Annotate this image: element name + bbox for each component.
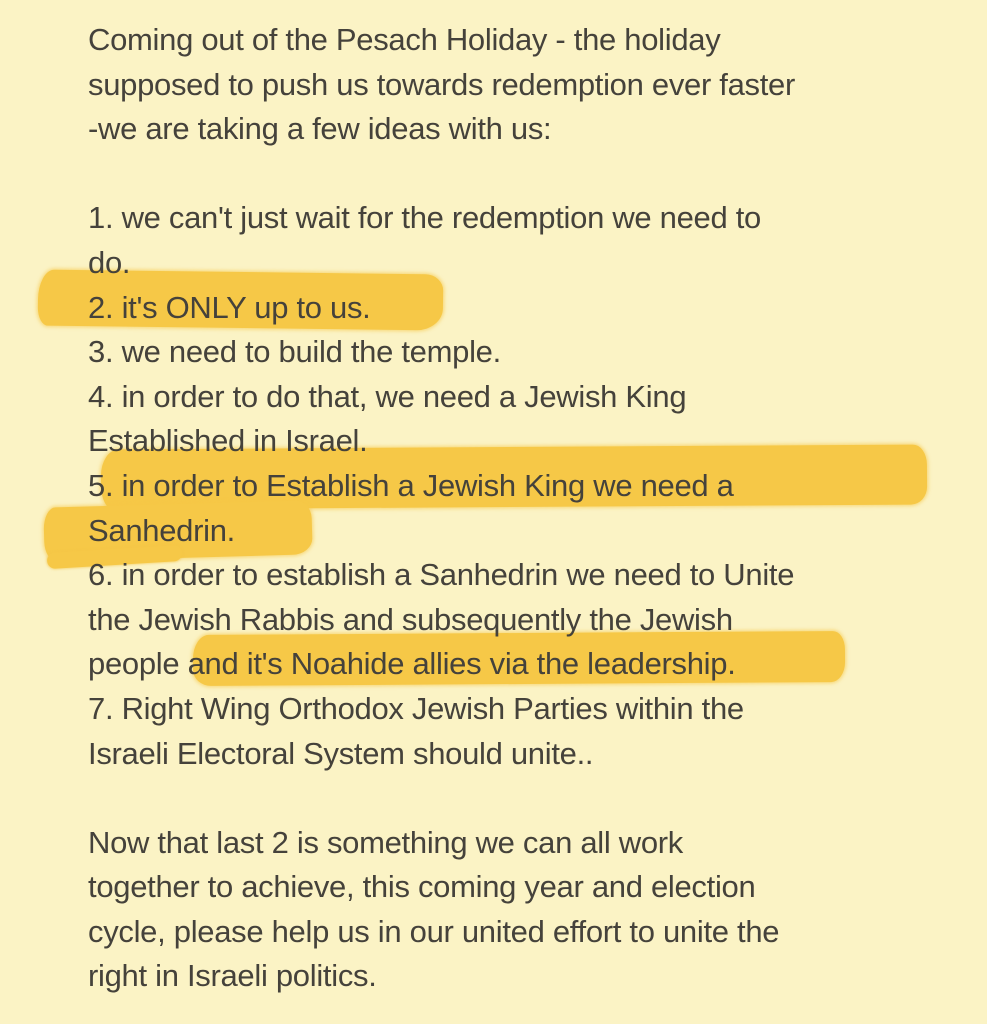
list-item-6-line: people and it's Noahide allies via the leadership. [88, 646, 736, 682]
list-item-4-line: Established in Israel. [88, 423, 368, 459]
text-line: -we are taking a few ideas with us: [88, 111, 552, 147]
closing-paragraph [88, 821, 795, 999]
text-line: right in Israeli politics. [88, 958, 377, 994]
list-item-5-line: 5. in order to Establish a Jewish King we need a [88, 467, 734, 503]
list-item-2-line: 2. it's ONLY up to us. [88, 289, 371, 325]
list-item-7-line: 7. Right Wing Orthodox Jewish Parties within the [88, 690, 744, 726]
text-line: Now that last 2 is something we can all work [88, 824, 684, 860]
list-item-5-line: Sanhedrin. [88, 512, 235, 548]
list-item-4-line: 4. in order to do that, we need a Jewish King [88, 378, 687, 414]
text-line: together to achieve, this coming year and election [88, 869, 756, 905]
list-item-6-line: 6. in order to establish a Sanhedrin we need to Unite [88, 557, 795, 593]
intro-paragraph [88, 18, 795, 152]
list-item-1-line: do. [88, 244, 131, 280]
list-item-1-line: 1. we can't just wait for the redemption we need to [88, 200, 761, 236]
list-item-6-line: the Jewish Rabbis and subsequently the Jewish [88, 601, 733, 637]
text-line: cycle, please help us in our united effort to unite the [88, 913, 780, 949]
note-text [88, 18, 795, 999]
ideas-list [88, 196, 795, 776]
text-line: supposed to push us towards redemption ever faster [88, 66, 796, 102]
list-item-3-line: 3. we need to build the temple. [88, 334, 501, 370]
list-item-7-line: Israeli Electoral System should unite.. [88, 735, 594, 771]
text-line: Coming out of the Pesach Holiday - the holiday [88, 22, 721, 57]
